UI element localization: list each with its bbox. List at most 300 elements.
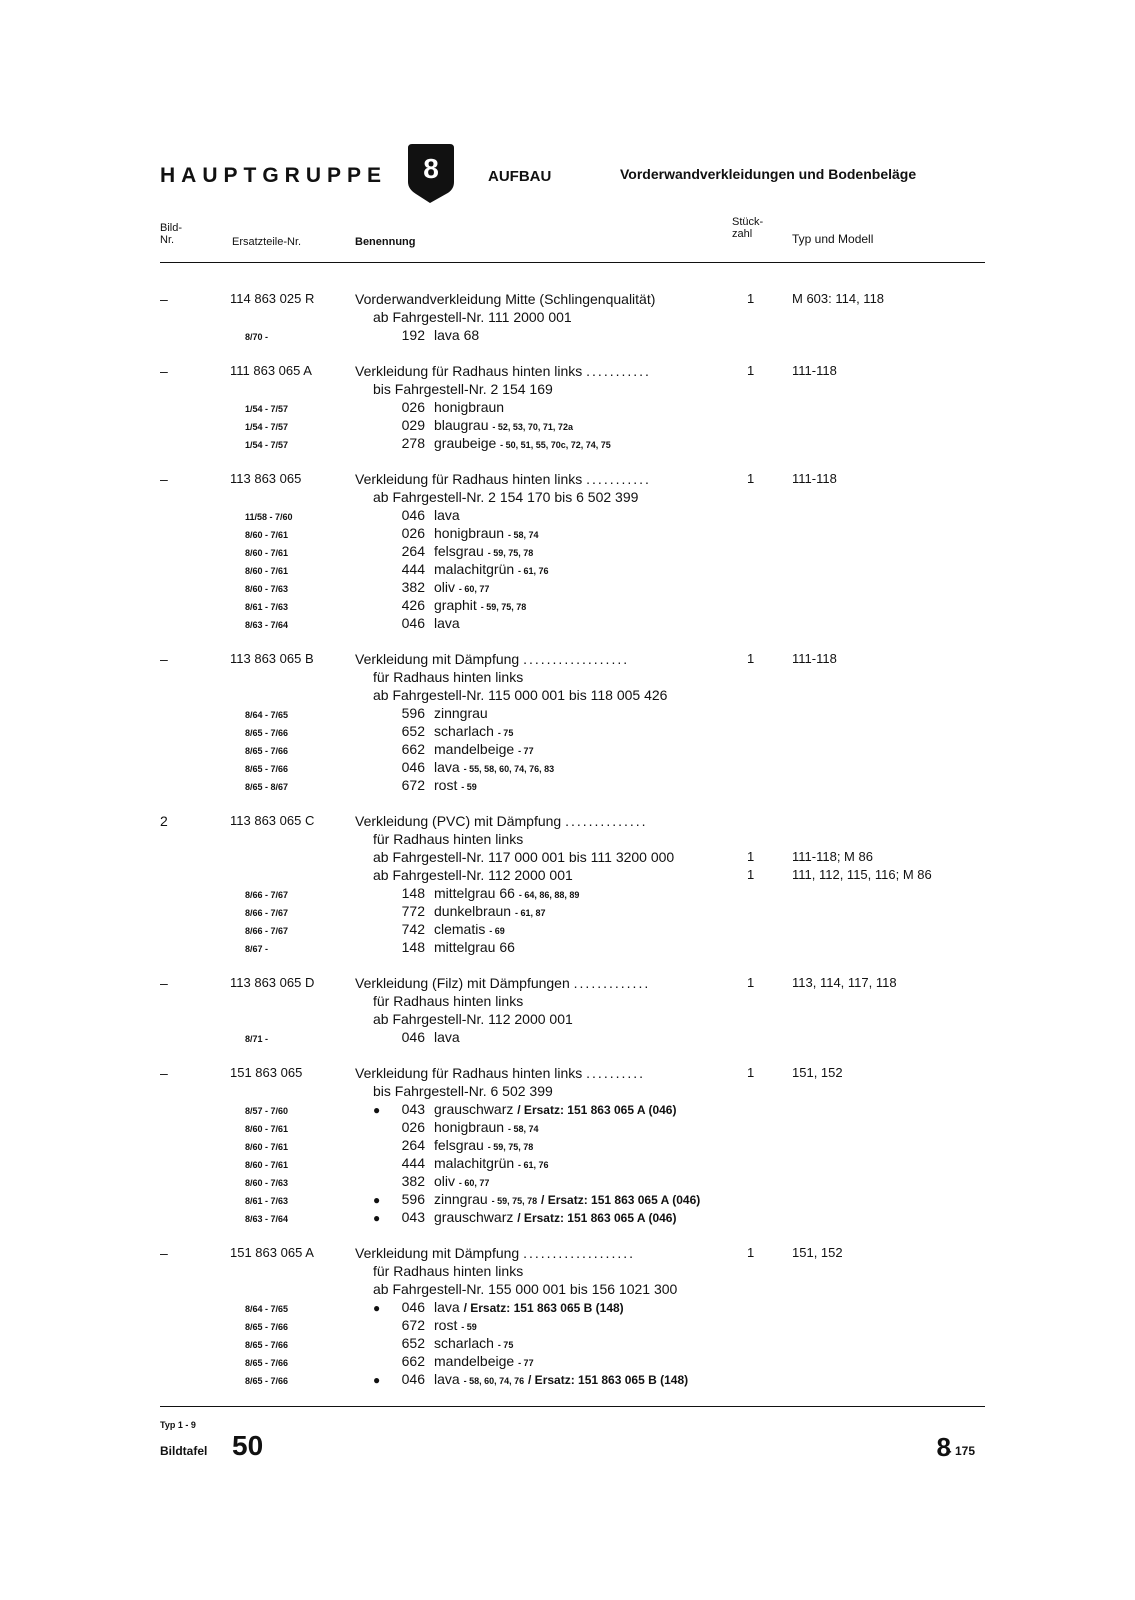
item-description <box>373 488 638 506</box>
quantity: 1 <box>747 363 755 378</box>
parts-list <box>160 290 990 1406</box>
bild-number: – <box>160 291 168 307</box>
type-model: 111-118 <box>792 363 837 378</box>
item-description <box>373 1262 523 1280</box>
part-group <box>160 650 990 794</box>
color-name: clematis <box>434 921 486 937</box>
date-range: 8/65 - 7/66 <box>245 746 289 756</box>
color-description <box>373 1118 538 1138</box>
type-model: M 603: 114, 118 <box>792 291 885 306</box>
color-variant-row <box>160 902 990 920</box>
color-name: honigbraun <box>434 399 505 415</box>
type-model: 111-118; M 86 <box>792 849 873 864</box>
color-variant-row <box>160 506 990 524</box>
color-name: honigbraun <box>434 525 505 541</box>
description-row <box>160 848 990 866</box>
footer-type: Typ 1 - 9 <box>160 1420 196 1430</box>
part-number: 151 863 065 A <box>230 1245 314 1260</box>
description-text: Verkleidung für Radhaus hinten links <box>355 363 583 379</box>
color-variant-row <box>160 1298 990 1316</box>
color-name: blaugrau <box>434 417 489 433</box>
replacement-note: / Ersatz: 151 863 065 A (046) <box>517 1103 677 1117</box>
date-range: 8/60 - 7/61 <box>245 1142 289 1152</box>
color-name: lava <box>434 507 460 523</box>
color-variant-row <box>160 1370 990 1388</box>
model-list: - 61, 76 <box>518 1160 549 1170</box>
color-name: lava 68 <box>434 327 480 343</box>
color-description <box>373 704 488 722</box>
description-text: Verkleidung für Radhaus hinten links <box>355 471 583 487</box>
color-description <box>373 1100 676 1119</box>
color-name: scharlach <box>434 1335 494 1351</box>
type-model: 111, 112, 115, 116; M 86 <box>792 867 932 882</box>
model-list: - 59 <box>461 782 477 792</box>
color-description <box>373 740 534 760</box>
item-description <box>373 380 553 398</box>
description-text: Vorderwandverkleidung Mitte (Schlingenqualität) <box>355 291 656 307</box>
description-text: für Radhaus hinten links <box>373 669 524 685</box>
description-text: ab Fahrgestell-Nr. 2 154 170 bis 6 502 399 <box>373 489 639 505</box>
part-number: 113 863 065 B <box>230 651 314 666</box>
color-description <box>373 1028 460 1046</box>
color-code: 192 <box>401 327 425 343</box>
color-variant-row <box>160 578 990 596</box>
color-variant-row <box>160 416 990 434</box>
color-description <box>373 542 533 562</box>
color-code: 382 <box>401 579 425 595</box>
description-text: für Radhaus hinten links <box>373 993 524 1009</box>
description-text: bis Fahrgestell-Nr. 2 154 169 <box>373 381 553 397</box>
bild-number: 2 <box>160 813 168 829</box>
color-code: 046 <box>401 759 425 775</box>
date-range: 8/65 - 8/67 <box>245 782 289 792</box>
description-row <box>160 1280 990 1298</box>
bild-number: – <box>160 651 168 667</box>
color-description <box>373 1190 700 1210</box>
model-list: - 61, 87 <box>514 908 546 918</box>
color-description <box>373 920 505 940</box>
page-number-sub: - 175 <box>947 1444 975 1458</box>
part-row <box>160 470 990 488</box>
color-name: grauschwarz <box>434 1209 514 1225</box>
column-headers <box>160 216 975 264</box>
color-variant-row <box>160 1316 990 1334</box>
color-variant-row <box>160 920 990 938</box>
color-variant-row <box>160 1190 990 1208</box>
bildtafel-number: 50 <box>232 1430 264 1461</box>
model-list: - 58, 74 <box>507 1124 539 1134</box>
description-text: Verkleidung mit Dämpfung <box>355 651 520 667</box>
description-row <box>160 380 990 398</box>
part-row <box>160 290 990 308</box>
quantity: 1 <box>747 975 755 990</box>
model-list: - 77 <box>518 746 534 756</box>
part-row <box>160 974 990 992</box>
bild-number: – <box>160 1245 168 1261</box>
col-bild: Bild- Nr. <box>160 222 183 246</box>
color-variant-row <box>160 1118 990 1136</box>
date-range: 8/61 - 7/63 <box>245 1196 289 1206</box>
item-description <box>373 992 523 1010</box>
color-description <box>373 506 460 524</box>
part-number: 113 863 065 C <box>230 813 315 828</box>
color-name: mittelgrau 66 <box>434 885 515 901</box>
replacement-bullet-icon: ● <box>373 1301 381 1315</box>
model-list: - 59, 75, 78 <box>487 1142 534 1152</box>
part-number: 114 863 025 R <box>230 291 315 306</box>
color-code: 742 <box>401 921 425 937</box>
color-code: 148 <box>401 885 425 901</box>
description-text: ab Fahrgestell-Nr. 155 000 001 bis 156 1021 300 <box>373 1281 678 1297</box>
group-number-badge <box>406 142 456 204</box>
quantity: 1 <box>747 1065 755 1080</box>
type-model: 113, 114, 117, 118 <box>792 975 897 990</box>
date-range: 8/66 - 7/67 <box>245 908 289 918</box>
color-variant-row <box>160 326 990 344</box>
color-name: mittelgrau 66 <box>434 939 515 955</box>
model-list: - 50, 51, 55, 70c, 72, 74, 75 <box>500 440 611 450</box>
description-row <box>160 668 990 686</box>
replacement-bullet-icon: ● <box>373 1211 381 1225</box>
page-footer <box>160 1420 975 1480</box>
item-description <box>373 1280 677 1298</box>
color-description <box>373 1136 533 1156</box>
quantity: 1 <box>747 291 755 306</box>
date-range: 8/60 - 7/61 <box>245 548 289 558</box>
quantity: 1 <box>747 1245 755 1260</box>
date-range: 8/63 - 7/64 <box>245 1214 289 1224</box>
date-range: 8/67 - <box>245 944 269 954</box>
part-row <box>160 812 990 830</box>
color-name: malachitgrün <box>434 561 515 577</box>
date-range: 8/60 - 7/61 <box>245 566 289 576</box>
type-model: 111-118 <box>792 471 837 486</box>
color-code: 026 <box>401 1119 425 1135</box>
color-description <box>373 902 545 922</box>
date-range: 8/66 - 7/67 <box>245 926 289 936</box>
color-code: 264 <box>401 543 425 559</box>
replacement-bullet-icon: ● <box>373 1193 381 1207</box>
type-model: 151, 152 <box>792 1065 843 1080</box>
model-list: - 75 <box>497 1340 514 1350</box>
date-range: 8/60 - 7/63 <box>245 584 289 594</box>
color-code: 662 <box>401 741 425 757</box>
item-description <box>355 1244 635 1262</box>
color-name: rost <box>434 777 458 793</box>
date-range: 8/65 - 7/66 <box>245 1322 289 1332</box>
description-text: Verkleidung (PVC) mit Dämpfung <box>355 813 562 829</box>
model-list: - 75 <box>497 728 514 738</box>
date-range: 1/54 - 7/57 <box>245 440 289 450</box>
item-description <box>373 308 572 326</box>
description-row <box>160 992 990 1010</box>
color-name: lava <box>434 1371 460 1387</box>
model-list: - 58, 60, 74, 76 <box>463 1376 525 1386</box>
color-code: 043 <box>401 1101 425 1117</box>
color-description <box>373 776 477 796</box>
group-label: HAUPTGRUPPE <box>160 164 388 187</box>
color-variant-row <box>160 884 990 902</box>
color-code: 652 <box>401 1335 425 1351</box>
color-variant-row <box>160 434 990 452</box>
color-code: 652 <box>401 723 425 739</box>
description-row <box>160 1262 990 1280</box>
model-list: - 77 <box>518 1358 534 1368</box>
header-rule <box>160 262 985 263</box>
color-description <box>373 1172 489 1192</box>
leader-dots: .......... <box>586 1065 646 1081</box>
color-code: 444 <box>401 561 425 577</box>
part-group <box>160 1244 990 1388</box>
part-number: 151 863 065 <box>230 1065 303 1080</box>
model-list: - 52, 53, 70, 71, 72a <box>492 422 573 432</box>
replacement-bullet-icon: ● <box>373 1373 381 1387</box>
color-code: 046 <box>401 1299 425 1315</box>
description-text: ab Fahrgestell-Nr. 112 2000 001 <box>373 867 573 883</box>
type-model: 151, 152 <box>792 1245 843 1260</box>
quantity: 1 <box>747 651 755 666</box>
color-name: dunkelbraun <box>434 903 512 919</box>
color-description <box>373 758 554 778</box>
color-code: 662 <box>401 1353 425 1369</box>
model-list: - 61, 76 <box>518 566 549 576</box>
model-list: - 60, 77 <box>458 1178 490 1188</box>
date-range: 8/65 - 7/66 <box>245 1376 289 1386</box>
item-description <box>355 650 629 668</box>
description-text: Verkleidung für Radhaus hinten links <box>355 1065 583 1081</box>
description-row <box>160 866 990 884</box>
model-list: - 59, 75, 78 <box>480 602 527 612</box>
color-description <box>373 884 579 904</box>
model-list: - 64, 86, 88, 89 <box>518 890 580 900</box>
date-range: 8/65 - 7/66 <box>245 728 289 738</box>
item-description <box>355 974 650 992</box>
date-range: 8/70 - <box>245 332 269 342</box>
leader-dots: ............. <box>573 975 651 991</box>
date-range: 8/65 - 7/66 <box>245 1340 289 1350</box>
date-range: 8/71 - <box>245 1034 269 1044</box>
color-name: scharlach <box>434 723 494 739</box>
color-code: 672 <box>401 1317 425 1333</box>
part-group <box>160 812 990 956</box>
quantity: 1 <box>747 471 755 486</box>
color-code: 672 <box>401 777 425 793</box>
item-description <box>373 668 523 686</box>
quantity: 1 <box>747 867 755 882</box>
date-range: 8/61 - 7/63 <box>245 602 289 612</box>
bild-number: – <box>160 471 168 487</box>
item-description <box>355 470 651 488</box>
model-list: - 59 <box>461 1322 477 1332</box>
description-row <box>160 488 990 506</box>
type-model: 111-118 <box>792 651 837 666</box>
replacement-note: / Ersatz: 151 863 065 B (148) <box>528 1373 689 1387</box>
model-list: - 58, 74 <box>507 530 539 540</box>
leader-dots: ........... <box>586 471 651 487</box>
color-variant-row <box>160 758 990 776</box>
leader-dots: .................. <box>523 651 630 667</box>
col-typ: Typ und Modell <box>792 232 874 246</box>
item-description <box>373 866 573 884</box>
date-range: 8/65 - 7/66 <box>245 1358 289 1368</box>
part-group <box>160 974 990 1046</box>
date-range: 8/64 - 7/65 <box>245 710 289 720</box>
part-row <box>160 1244 990 1262</box>
color-code: 278 <box>401 435 425 451</box>
replacement-bullet-icon: ● <box>373 1103 381 1117</box>
model-list: - 69 <box>489 926 505 936</box>
bildtafel-label: Bildtafel <box>160 1444 208 1458</box>
description-text: ab Fahrgestell-Nr. 115 000 001 bis 118 005 426 <box>373 687 668 703</box>
color-code: 046 <box>401 615 425 631</box>
color-name: zinngrau <box>434 705 488 721</box>
color-variant-row <box>160 560 990 578</box>
color-code: 148 <box>401 939 425 955</box>
color-variant-row <box>160 524 990 542</box>
group-number: 8 <box>423 153 439 184</box>
color-description <box>373 326 479 344</box>
color-variant-row <box>160 1334 990 1352</box>
color-variant-row <box>160 542 990 560</box>
color-variant-row <box>160 938 990 956</box>
color-variant-row <box>160 614 990 632</box>
part-number: 111 863 065 A <box>230 363 312 378</box>
color-variant-row <box>160 1100 990 1118</box>
date-range: 11/58 - 7/60 <box>245 512 293 522</box>
color-name: honigbraun <box>434 1119 505 1135</box>
color-code: 596 <box>401 705 425 721</box>
color-name: graubeige <box>434 435 497 451</box>
description-row <box>160 830 990 848</box>
color-code: 026 <box>401 525 425 541</box>
color-description <box>373 578 489 598</box>
color-name: lava <box>434 1029 460 1045</box>
color-variant-row <box>160 704 990 722</box>
color-description <box>373 524 538 544</box>
color-code: 264 <box>401 1137 425 1153</box>
part-row <box>160 650 990 668</box>
part-number: 113 863 065 D <box>230 975 315 990</box>
color-name: oliv <box>434 579 456 595</box>
color-variant-row <box>160 740 990 758</box>
color-code: 046 <box>401 1029 425 1045</box>
item-description <box>373 686 667 704</box>
description-row <box>160 1010 990 1028</box>
color-code: 444 <box>401 1155 425 1171</box>
color-variant-row <box>160 1028 990 1046</box>
description-text: ab Fahrgestell-Nr. 112 2000 001 <box>373 1011 573 1027</box>
date-range: 8/64 - 7/65 <box>245 1304 289 1314</box>
color-name: rost <box>434 1317 458 1333</box>
color-description <box>373 722 513 742</box>
part-row <box>160 362 990 380</box>
model-list: - 59, 75, 78 <box>487 548 534 558</box>
leader-dots: ........... <box>586 363 651 379</box>
color-description <box>373 560 549 580</box>
color-name: lava <box>434 1299 460 1315</box>
part-number: 113 863 065 <box>230 471 302 486</box>
model-list: - 60, 77 <box>458 584 490 594</box>
color-variant-row <box>160 776 990 794</box>
color-variant-row <box>160 596 990 614</box>
model-list: - 59, 75, 78 <box>491 1196 538 1206</box>
replacement-note: / Ersatz: 151 863 065 A (046) <box>541 1193 701 1207</box>
model-list: - 55, 58, 60, 74, 76, 83 <box>463 764 555 774</box>
color-name: mandelbeige <box>434 1353 515 1369</box>
color-code: 772 <box>401 903 425 919</box>
color-name: grauschwarz <box>434 1101 514 1117</box>
section-title: AUFBAU <box>488 168 552 185</box>
footer-rule <box>160 1406 985 1407</box>
part-group <box>160 470 990 632</box>
description-text: ab Fahrgestell-Nr. 117 000 001 bis 111 3200 000 <box>373 849 675 865</box>
description-row <box>160 686 990 704</box>
bild-number: – <box>160 1065 168 1081</box>
date-range: 8/60 - 7/61 <box>245 1124 289 1134</box>
date-range: 8/60 - 7/61 <box>245 530 289 540</box>
part-group <box>160 290 990 344</box>
description-text: bis Fahrgestell-Nr. 6 502 399 <box>373 1083 553 1099</box>
date-range: 8/57 - 7/60 <box>245 1106 289 1116</box>
color-code: 426 <box>401 597 425 613</box>
bild-number: – <box>160 975 168 991</box>
color-description <box>373 1316 477 1336</box>
color-code: 043 <box>401 1209 425 1225</box>
color-code: 026 <box>401 399 425 415</box>
item-description <box>355 812 648 830</box>
color-code: 029 <box>401 417 425 433</box>
date-range: 8/66 - 7/67 <box>245 890 289 900</box>
color-code: 382 <box>401 1173 425 1189</box>
item-description <box>355 1064 645 1082</box>
color-name: felsgrau <box>434 543 484 559</box>
page-header <box>160 153 975 210</box>
color-variant-row <box>160 1208 990 1226</box>
leader-dots: .............. <box>565 813 648 829</box>
color-name: mandelbeige <box>434 741 515 757</box>
color-variant-row <box>160 722 990 740</box>
color-description <box>373 938 515 956</box>
color-description <box>373 434 611 454</box>
color-name: lava <box>434 615 460 631</box>
page-number-main: 8 <box>936 1432 951 1462</box>
part-row <box>160 1064 990 1082</box>
color-description <box>373 596 526 616</box>
color-name: oliv <box>434 1173 456 1189</box>
col-name: Benennung <box>355 236 416 248</box>
date-range: 8/60 - 7/61 <box>245 1160 289 1170</box>
date-range: 1/54 - 7/57 <box>245 404 289 414</box>
description-text: ab Fahrgestell-Nr. 111 2000 001 <box>373 309 572 325</box>
date-range: 1/54 - 7/57 <box>245 422 289 432</box>
replacement-note: / Ersatz: 151 863 065 A (046) <box>517 1211 677 1225</box>
color-description <box>373 1370 688 1390</box>
description-text: für Radhaus hinten links <box>373 831 524 847</box>
color-variant-row <box>160 1172 990 1190</box>
color-description <box>373 1154 549 1174</box>
bild-number: – <box>160 363 168 379</box>
color-code: 046 <box>401 1371 425 1387</box>
date-range: 8/63 - 7/64 <box>245 620 289 630</box>
date-range: 8/60 - 7/63 <box>245 1178 289 1188</box>
item-description <box>373 1010 573 1028</box>
part-group <box>160 1064 990 1226</box>
color-name: zinngrau <box>434 1191 488 1207</box>
item-description <box>355 362 651 380</box>
color-name: felsgrau <box>434 1137 484 1153</box>
section-subtitle: Vorderwandverkleidungen und Bodenbeläge <box>620 166 917 182</box>
color-variant-row <box>160 398 990 416</box>
